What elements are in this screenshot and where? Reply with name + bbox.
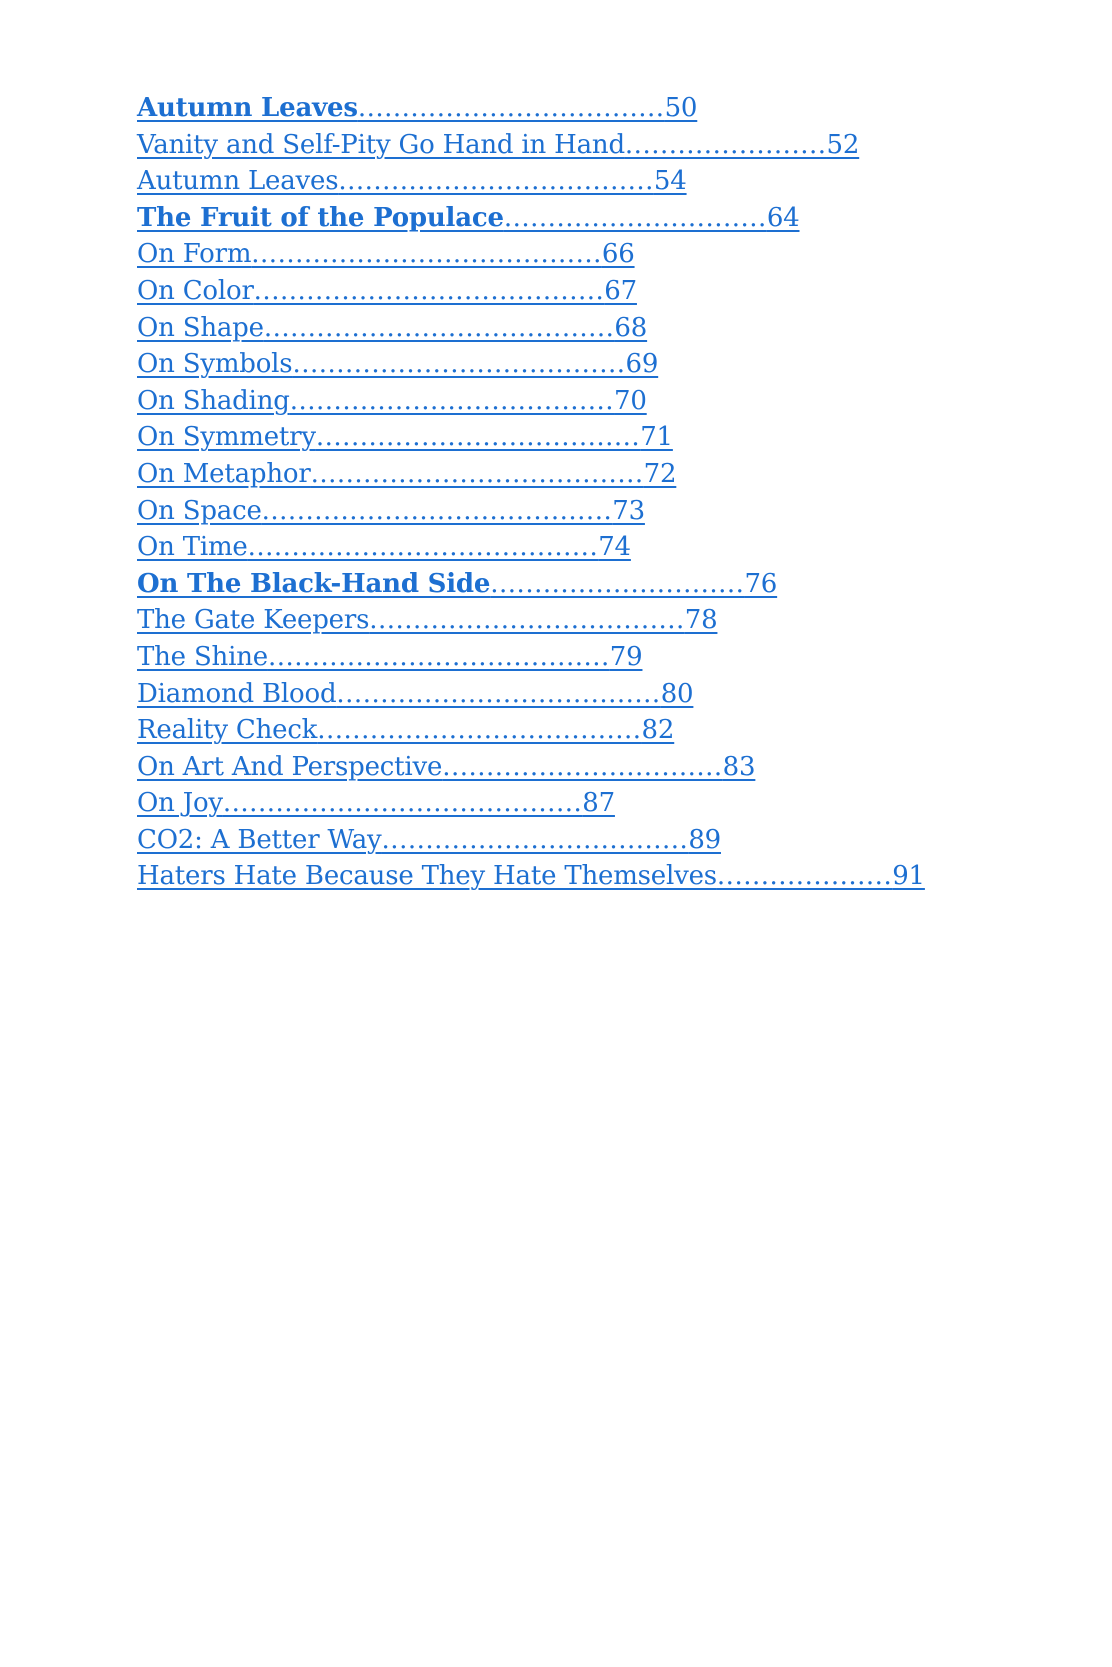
toc-entry-link-20[interactable] [137,822,1037,859]
toc-entry-title: On Joy [137,788,223,819]
toc-entry-page-number: 73 [612,495,645,526]
toc-entry-page-number: 68 [614,312,648,343]
toc-entry-title: On Form [137,239,252,270]
toc-entry-link-19[interactable] [137,785,1037,822]
toc-entry-leader: ....................................... [267,641,610,672]
toc-entry-leader: .............................. [503,202,767,233]
toc-entry-page-number: 67 [604,275,637,306]
toc-entry-title: On Symmetry [137,422,316,453]
toc-entry-link-16[interactable] [137,676,1037,713]
toc-entry-leader: .................................... [338,166,654,197]
toc-entry-title: Diamond Blood [137,678,337,709]
toc-entry-leader: ................................... [381,824,689,855]
toc-entry-leader: ........................................ [247,532,599,563]
toc-entry-leader: ...................................... [292,349,626,380]
toc-entry-page-number: 76 [744,568,778,599]
toc-entry-page-number: 71 [640,422,673,453]
toc-entry-page-number: 82 [641,715,675,746]
toc-entry-title: The Fruit of the Populace [137,202,504,233]
toc-entry-link-4[interactable] [137,236,1037,273]
toc-entry-title: Vanity and Self-Pity Go Hand in Hand [137,129,625,160]
toc-entry-leader: ........................................ [251,239,602,270]
toc-entry-leader: .................................... [369,605,685,636]
toc-entry-title: On The Black-Hand Side [137,568,491,599]
toc-entry-link-21[interactable] [137,858,1037,895]
toc-entry-title: Haters Hate Because They Hate Themselves [137,861,717,892]
toc-entry-page-number: 74 [598,532,631,563]
toc-entry-link-3[interactable] [137,200,1037,237]
toc-entry-link-9[interactable] [137,419,1037,456]
toc-entry-link-0[interactable] [137,90,1037,127]
toc-entry-leader: ..................................... [317,715,642,746]
toc-entry-page-number: 79 [609,641,643,672]
toc-entry-leader: ............................. [490,568,745,599]
toc-entry-link-2[interactable] [137,163,1037,200]
toc-entry-page-number: 91 [892,861,925,892]
toc-entry-leader: ................................ [442,751,723,782]
toc-entry-link-7[interactable] [137,346,1037,383]
toc-entry-leader: ...................................... [310,458,644,489]
toc-entry-title: On Time [137,532,248,563]
toc-entry-leader: ..................................... [315,422,641,453]
toc-entry-page-number: 72 [643,458,677,489]
table-of-contents [137,90,1037,895]
toc-entry-link-11[interactable] [137,493,1037,530]
toc-entry-title: On Color [137,275,254,306]
toc-entry-page-number: 69 [625,349,659,380]
toc-entry-link-1[interactable] [137,127,1037,164]
toc-entry-leader: ........................................ [261,495,613,526]
toc-entry-leader: ........................................ [253,275,605,306]
toc-entry-link-14[interactable] [137,602,1037,639]
toc-entry-title: On Art And Perspective [137,751,443,782]
toc-entry-page-number: 83 [722,751,756,782]
toc-entry-link-17[interactable] [137,712,1037,749]
toc-entry-title: On Symbols [137,349,293,380]
toc-entry-leader: ................................... [357,93,665,123]
toc-entry-title: The Shine [137,641,268,672]
toc-entry-page-number: 80 [660,678,694,709]
toc-entry-page-number: 89 [688,824,721,855]
toc-entry-page-number: 78 [684,605,718,636]
toc-entry-leader: ..................................... [289,385,615,416]
toc-entry-title: On Shading [137,385,290,416]
toc-entry-link-15[interactable] [137,639,1037,676]
toc-entry-leader: ........................................ [263,312,615,343]
toc-entry-link-18[interactable] [137,749,1037,786]
toc-entry-page-number: 64 [766,202,800,233]
toc-entry-title: Reality Check [137,715,318,746]
toc-entry-link-13[interactable] [137,566,1037,603]
toc-entry-page-number: 54 [653,166,687,197]
toc-entry-link-5[interactable] [137,273,1037,310]
toc-entry-leader: .................... [716,861,893,892]
toc-entry-title: The Gate Keepers [137,605,370,636]
toc-entry-page-number: 52 [826,129,860,160]
toc-entry-title: Autumn Leaves [137,166,339,197]
toc-entry-leader: ......................................... [222,788,583,819]
toc-entry-title: CO2: A Better Way [137,824,382,855]
toc-entry-page-number: 70 [614,385,647,416]
toc-entry-title: On Shape [137,312,264,343]
toc-entry-leader: ..................................... [336,678,661,709]
toc-entry-leader: ....................... [624,129,827,160]
toc-entry-title: On Metaphor [137,458,311,489]
toc-entry-title: On Space [137,495,262,526]
toc-entry-link-10[interactable] [137,456,1037,493]
toc-entry-title: Autumn Leaves [137,93,358,123]
toc-entry-link-8[interactable] [137,383,1037,420]
toc-entry-page-number: 66 [601,239,635,270]
toc-entry-page-number: 87 [582,788,615,819]
toc-entry-link-12[interactable] [137,529,1037,566]
toc-entry-page-number: 50 [664,93,698,123]
toc-page [137,90,1037,895]
toc-entry-link-6[interactable] [137,310,1037,347]
